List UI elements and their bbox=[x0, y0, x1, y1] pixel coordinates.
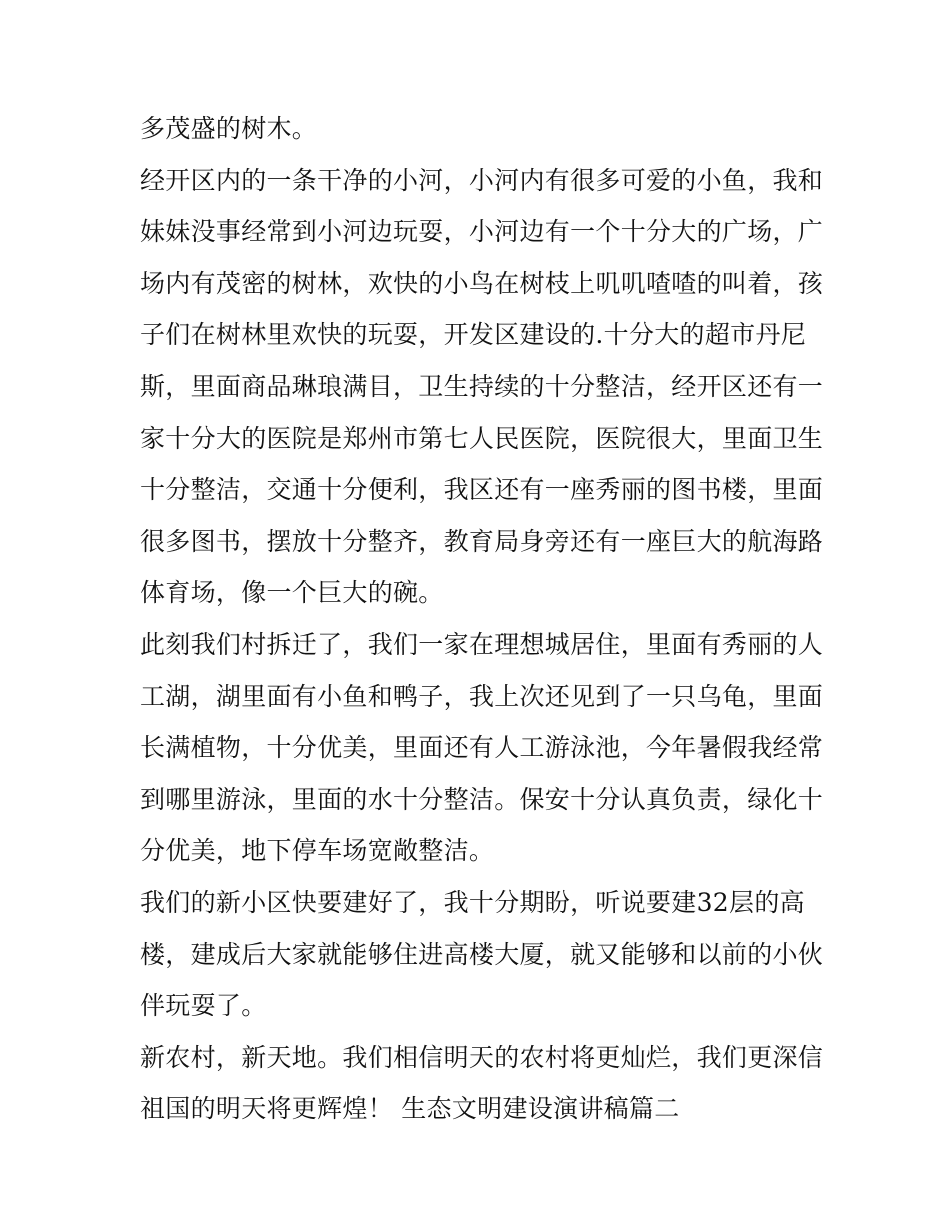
document-body bbox=[140, 103, 824, 1135]
text-line: 斯，里面商品琳琅满目，卫生持续的十分整洁，经开区还有一 bbox=[140, 371, 824, 401]
text-line: 家十分大的医院是郑州市第七人民医院，医院很大，里面卫生 bbox=[140, 423, 824, 453]
text-line: 多茂盛的树木。 bbox=[140, 114, 318, 143]
text-line: 子们在树林里欢快的玩耍，开发区建设的.十分大的超市丹尼 bbox=[140, 320, 807, 350]
text-line: 伴玩耍了。 bbox=[140, 991, 267, 1021]
text-line: 工湖，湖里面有小鱼和鸭子，我上次还见到了一只乌龟，里面 bbox=[140, 681, 824, 711]
text-line: 体育场，像一个巨大的碗。 bbox=[140, 578, 444, 608]
text-line: 楼，建成后大家就能够住进高楼大厦，就又能够和以前的小伙 bbox=[140, 939, 824, 969]
text-line: 分优美，地下停车场宽敞整洁。 bbox=[140, 836, 495, 866]
text-line: 新农村，新天地。我们相信明天的农村将更灿烂，我们更深信 bbox=[140, 1042, 824, 1072]
text-line: 此刻我们村拆迁了，我们一家在理想城居住，里面有秀丽的人 bbox=[140, 629, 824, 659]
text-line: 到哪里游泳，里面的水十分整洁。保安十分认真负责，绿化十 bbox=[140, 784, 824, 814]
text-line: 很多图书，摆放十分整齐，教育局身旁还有一座巨大的航海路 bbox=[140, 526, 824, 556]
text-line: 十分整洁，交通十分便利，我区还有一座秀丽的图书楼，里面 bbox=[140, 475, 824, 505]
text-line: 我们的新小区快要建好了，我十分期盼，听说要建32层的高 bbox=[140, 887, 805, 917]
text-line: 妹妹没事经常到小河边玩耍，小河边有一个十分大的广场，广 bbox=[140, 217, 824, 247]
text-line: 祖国的明天将更辉煌！ 生态文明建设演讲稿篇二 bbox=[140, 1094, 680, 1124]
text-line: 经开区内的一条干净的小河，小河内有很多可爱的小鱼，我和 bbox=[140, 165, 824, 195]
text-line: 长满植物，十分优美，里面还有人工游泳池，今年暑假我经常 bbox=[140, 733, 824, 763]
text-line: 场内有茂密的树林，欢快的小鸟在树枝上叽叽喳喳的叫着，孩 bbox=[140, 268, 824, 298]
